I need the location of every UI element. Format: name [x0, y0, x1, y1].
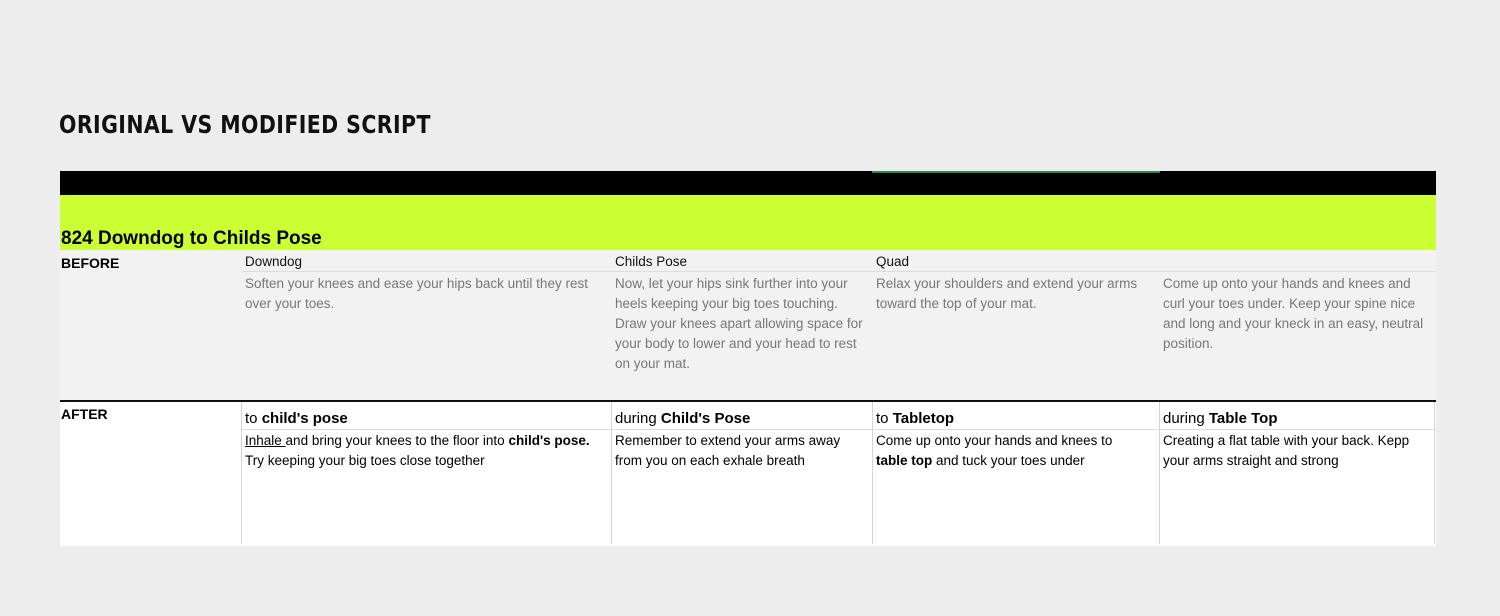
after-col3-text: Come up onto your hands and knees to table top and tuck your toes under — [876, 433, 1113, 468]
before-col3-text: Relax your shoulders and extend your arms toward the top of your mat. — [876, 276, 1138, 311]
after-col3-title: to Tabletop — [876, 410, 955, 427]
before-col2-text: Now, let your hips sink further into your heels keeping your big toes touching. Draw your knees apart allowing space for your body to lower and your head to rest on your mat. — [615, 276, 863, 371]
before-col1-text: Soften your knees and ease your hips back until they rest over your toes. — [245, 276, 588, 311]
before-col2-title: Childs Pose — [615, 254, 688, 269]
after-section — [60, 400, 1436, 546]
page-heading: ORIGINAL VS MODIFIED SCRIPT — [59, 110, 431, 139]
after-col2-text: Remember to extend your arms away from you on each exhale breath — [615, 433, 841, 468]
after-col4-text: Creating a flat table with your back. Kepp your arms straight and strong — [1163, 433, 1410, 468]
selection-indicator — [872, 171, 1160, 173]
before-label: BEFORE — [61, 255, 120, 271]
spreadsheet — [60, 171, 1436, 544]
after-label: AFTER — [61, 406, 108, 422]
before-col4-text: Come up onto your hands and knees and curl your toes under. Keep your spine nice and long and your kneck in an easy, neutral position. — [1163, 276, 1424, 351]
sheet-title: 824 Downdog to Childs Pose — [61, 228, 322, 249]
after-col2-title: during Child's Pose — [615, 410, 751, 427]
after-col1-text: Inhale and bring your knees to the floor into child's pose. Try keeping your big toes close together — [245, 433, 590, 468]
before-col3-title: Quad — [876, 254, 910, 269]
title-row — [60, 195, 1436, 250]
before-col1-title: Downdog — [245, 254, 303, 269]
after-col4-title: during Table Top — [1163, 410, 1278, 427]
after-col1-title: to child's pose — [245, 410, 348, 427]
before-section — [60, 250, 1436, 400]
header-bar — [60, 171, 1436, 195]
